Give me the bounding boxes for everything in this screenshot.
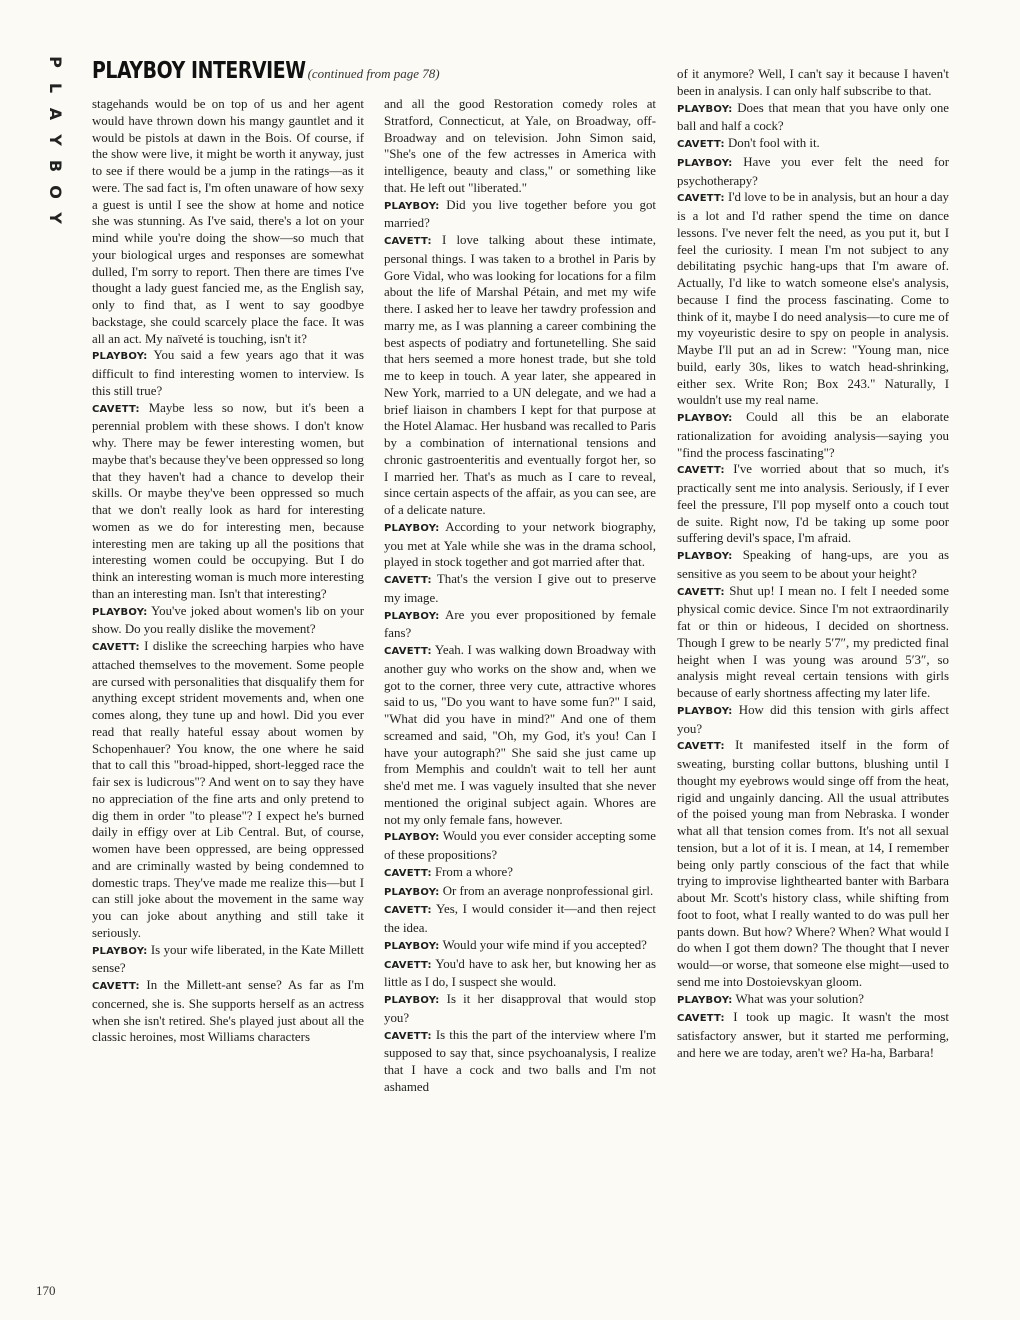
speaker-label: PLAYBOY: (92, 351, 148, 363)
speaker-label: PLAYBOY: (384, 522, 440, 534)
paragraph-text: Maybe less so now, but it's been a perennial problem with these shows. I don't know why. There may be fewer interesting women, but maybe that's because they've been oppressed so long that they haven't had a chance to develop their skills. Or maybe they've been oppressed so much that we don't really look as hard for interesting women as we do for interesting men, because interesting men are taking up all the positions that interesting women could be occupying. But I do think an interesting woman is much more interesting than an interesting man. Isn't that interesting? (92, 400, 364, 601)
interview-paragraph (384, 197, 656, 233)
page-number: 170 (36, 1283, 56, 1298)
paragraph-text: I've worried about that so much, it's practically sent me into analysis. Seriously, if I ever feel the pressure, I'll pop myself onto a couch tout de suite. Right now, I'd be taking up some poor suffering devil's space, I'm afraid. (677, 462, 949, 546)
speaker-label: PLAYBOY: (677, 994, 733, 1006)
interview-paragraph (677, 1009, 949, 1061)
speaker-label: CAVETT: (677, 741, 725, 753)
interview-paragraph (677, 737, 949, 990)
interview-paragraph (677, 461, 949, 547)
interview-paragraph (677, 66, 949, 100)
sidebar-letter: A (45, 107, 65, 123)
paragraph-text: I dislike the screeching harpies who have attached themselves to the movement. Some people are cursed with personalities that disqualify them for anything except strident movements and, when one comes along, they tune up and howl. Did you ever read that really hateful essay about women by Schopenhauer? You know, the one where he said that to call this "broad-hipped, short-legged race the fair sex is ludicrous"? And went on to say they have no appreciation of the fine arts and only pretend to dig them in order "to please"? I expect he's burned daily in effigy over at Lib Central. But, of course, women have been oppressed, are being oppressed and are criminally wasted by being condemned to domestic traps. They've made me realize this—but I can still joke about the movement in the same way you can joke about anything and still take it seriously. (92, 639, 364, 940)
speaker-label: CAVETT: (677, 1013, 725, 1025)
paragraph-text: How did this tension with girls affect you? (677, 702, 949, 736)
speaker-label: CAVETT: (384, 1030, 432, 1042)
paragraph-text: Is it her disapproval that would stop you? (384, 992, 656, 1025)
interview-paragraph (677, 991, 949, 1010)
interview-paragraph (92, 942, 364, 978)
speaker-label: PLAYBOY: (384, 832, 440, 844)
speaker-label: PLAYBOY: (677, 413, 733, 424)
continued-note: (continued from page 78) (307, 66, 440, 81)
speaker-label: CAVETT: (677, 465, 725, 477)
interview-paragraph (677, 189, 949, 409)
speaker-label: PLAYBOY: (384, 610, 440, 622)
paragraph-text: stagehands would be on top of us and her agent would have thrown down his mangy gauntlet and it would be pistols at dawn in the Bois. Of course, if the show were live, it might be worth it anyway, just to see if there would be a jump in the ratings—as it were. The sad fact is, I'm often unaware of how sexy a guest is until I see the show at home and notice she was stunning. As I've said, there's a lot on your mind while you're doing the show—so much that your biological urges and responses are somewhat dulled, I'm sorry to report. Then there are times I've thought a lady guest fancied me, as the English say, only to find that, as I went to say goodbye backstage, she could scarcely place the face. It was all an act. My naïveté is touching, isn't it? (92, 97, 364, 346)
sidebar-letter: Y (46, 134, 65, 148)
speaker-label: CAVETT: (384, 236, 432, 247)
interview-paragraph (677, 154, 949, 190)
interview-paragraph (384, 571, 656, 607)
sidebar-letter: P (45, 56, 65, 70)
paragraph-text: Don't fool with it. (727, 136, 820, 150)
interview-paragraph (384, 956, 656, 992)
page-title: PLAYBOY INTERVIEW (92, 58, 306, 84)
interview-paragraph (384, 96, 656, 197)
paragraph-text: Would your wife mind if you accepted? (442, 937, 647, 952)
sidebar-magazine-name (40, 50, 70, 230)
interview-paragraph (384, 864, 656, 883)
paragraph-text: Are you ever propositioned by female fans? (384, 607, 656, 641)
speaker-label: PLAYBOY: (677, 551, 733, 562)
paragraph-text: Or from an average nonprofessional girl. (442, 883, 654, 898)
interview-paragraph (384, 607, 656, 643)
interview-paragraph (384, 991, 656, 1027)
interview-paragraph (384, 519, 656, 571)
text-column-2 (384, 96, 656, 1296)
paragraph-text: I'd love to be in analysis, but an hour a day is a lot and I'd rather spend the time on dance lessons. I've never felt the need, as you put it, but I feel the curiosity. I mean I'm not subject to any debilitating psychic hang-ups that I'm aware of. Actually, I'd like to watch someone else's analysis, because I find the process fascinating. Come to think of it, maybe I do need analysis—to cure me of my voyeuristic desire to spy on people in analysis. Maybe I'll put an ad in Screw: "Young man, nice build, early 30s, likes to watch head-shrinking, either sex. Write Ron; Box 243." Naturally, I wouldn't use my real name. (677, 190, 949, 408)
speaker-label: PLAYBOY: (677, 705, 733, 717)
interview-paragraph (677, 702, 949, 738)
paragraph-text: Did you live together before you got married? (384, 197, 656, 231)
paragraph-text: You've joked about women's lib on your show. Do you really dislike the movement? (92, 603, 364, 637)
interview-paragraph (677, 100, 949, 136)
paragraph-text: and all the good Restoration comedy roles at Stratford, Connecticut, at Yale, on Broadway, off-Broadway and on television. John Simon said, "She's one of the few actresses in America with intelligence, beauty and class," or something like that. He left out "liberated." (384, 97, 656, 195)
paragraph-text: Would you ever consider accepting some of these propositions? (384, 829, 656, 862)
interview-paragraph (677, 547, 949, 583)
paragraph-text: Shut up! I mean no. I felt I needed some physical comic device. Since I'm not extraordinarily fat or thin or hideous, I decided on shortness. Though I grew to be nearly 5′7″, my predicted final height when I was young was around 5′3″, so analysis might reveal certain tensions with girls because of early shortness affecting my later life. (677, 583, 949, 700)
interview-paragraph (92, 603, 364, 639)
interview-paragraph (92, 96, 364, 347)
speaker-label: CAVETT: (92, 981, 140, 992)
paragraph-text: Does that mean that you have only one ball and half a cock? (677, 100, 949, 134)
sidebar-letter: L (45, 82, 65, 96)
paragraph-text: That's the version I give out to preserve my image. (384, 572, 656, 605)
speaker-label: PLAYBOY: (384, 940, 440, 952)
speaker-label: CAVETT: (677, 193, 725, 205)
speaker-label: PLAYBOY: (92, 945, 148, 957)
speaker-label: CAVETT: (384, 959, 432, 971)
interview-paragraph (384, 883, 656, 902)
sidebar-letter: Y (46, 212, 65, 226)
speaker-label: PLAYBOY: (92, 606, 148, 618)
interview-paragraph (92, 638, 364, 942)
speaker-label: PLAYBOY: (677, 103, 733, 115)
text-column-3 (677, 66, 949, 1296)
speaker-label: PLAYBOY: (384, 995, 440, 1006)
interview-paragraph (384, 1027, 656, 1096)
paragraph-text: From a whore? (434, 864, 513, 879)
speaker-label: CAVETT: (677, 139, 725, 150)
interview-paragraph (384, 642, 656, 828)
paragraph-text: Yes, I would consider it—and then reject the idea. (384, 902, 656, 935)
interview-paragraph (92, 977, 364, 1046)
speaker-label: CAVETT: (677, 586, 725, 598)
interview-paragraph (677, 583, 949, 702)
interview-paragraph (677, 409, 949, 461)
speaker-label: CAVETT: (384, 575, 432, 586)
speaker-label: PLAYBOY: (384, 200, 440, 212)
paragraph-text: According to your network biography, you met at Yale while she was in the drama school, played in stock together and got married after that. (384, 519, 656, 570)
paragraph-text: In the Millett-ant sense? As far as I'm concerned, she is. She supports herself as an actress when she isn't retired. She's played just about all the classic heroines, most Williams characters (92, 978, 364, 1045)
paragraph-text: I love talking about these intimate, personal things. I was taken to a brothel in Paris by Gore Vidal, who was looking for locations for a film about the life of Marshal Pétain, and met my wife there. I asked her to leave her tawdry profession and marry me, as I was planning a career combining the best aspects of podiatry and fortunetelling. She said that hers seemed a more honest trade, but she told me to keep in touch. A year later, she appeared in New York, married to a UN delegate, and we had a brief liaison in chambers I kept for that purpose at the Hotel Alamac. Her husband was recalled to Paris by a combination of international tensions and chronic gastroenteritis and eventually forgot her, so I married her. That's as much as I care to reveal, since certain aspects of the affair, as you can see, are of a delicate nature. (384, 233, 656, 517)
paragraph-text: Is your wife liberated, in the Kate Millett sense? (92, 942, 364, 976)
interview-paragraph (384, 937, 656, 956)
speaker-label: CAVETT: (92, 403, 140, 415)
paragraph-text: of it anymore? Well, I can't say it because I haven't been in analysis. I can only half subscribe to that. (677, 67, 949, 98)
interview-paragraph (384, 828, 656, 864)
speaker-label: CAVETT: (384, 646, 432, 657)
paragraph-text: You said a few years ago that it was difficult to find interesting women to interview. Is this still true? (92, 348, 364, 398)
interview-paragraph (384, 232, 656, 519)
paragraph-text: It manifested itself in the form of sweating, bursting collar buttons, blushing until I thought my eyebrows would singe off from the heat, rigid and ungainly dancing. All the usual attributes of the poised young man from Nebraska. I wonder what all that tension comes from. It's not all sexual tension, but a lot of it is. I mean, at 14, I remember being only partly conscious of the fact that while trying to improvise lighthearted banter with Barbara about Mr. Scott's history class, while shifting from foot to foot, what I really wanted to do was pull her pants down. But how? Where? When? What would I do when I got them down? The thought that I never would—or worse, that someone else might—used to send me into Dostoievskyan gloom. (677, 738, 949, 989)
paragraph-text: Is this the part of the interview where I'm supposed to say that, since psychoanalysis, I realize that I have a cock and two balls and I'm not ashamed (384, 1027, 656, 1094)
interview-paragraph (92, 400, 364, 603)
sidebar-letter: O (45, 185, 65, 201)
interview-paragraph (677, 135, 949, 154)
page-header (92, 58, 652, 88)
paragraph-text: I took up magic. It wasn't the most satisfactory answer, but it started me performing, and here we are today, aren't we? Ha-ha, Barbara! (677, 1010, 949, 1060)
paragraph-text: What was your solution? (735, 991, 864, 1006)
paragraph-text: Could all this be an elaborate rationalization for avoiding analysis—saying you "find the process fascinating"? (677, 410, 949, 460)
sidebar-letter: B (45, 159, 65, 175)
paragraph-text: Speaking of hang-ups, are you as sensitive as you seem to be about your height? (677, 548, 949, 581)
paragraph-text: Yeah. I was walking down Broadway with another guy who works on the show and, when we got to the corner, three very cute, attractive whores said to us, "Do you want to have some fun?" I said, "What did you have in mind?" And one of them screamed and said, "Oh, my God, it's you! Can I have your autograph?" She said she just came up from Memphis and couldn't wait to tell her aunt she'd met me. I was vaguely insulted that she never mentioned the original subject again. Whores are not my only female fans, however. (384, 643, 656, 827)
speaker-label: CAVETT: (92, 642, 140, 653)
interview-paragraph (384, 901, 656, 937)
paragraph-text: You'd have to ask her, but knowing her as little as I do, I suspect she would. (384, 956, 656, 990)
speaker-label: PLAYBOY: (677, 157, 733, 169)
interview-paragraph (92, 347, 364, 399)
text-column-1 (92, 96, 364, 1296)
speaker-label: CAVETT: (384, 867, 432, 879)
speaker-label: CAVETT: (384, 905, 432, 917)
speaker-label: PLAYBOY: (384, 886, 440, 898)
paragraph-text: Have you ever felt the need for psychotherapy? (677, 154, 949, 188)
